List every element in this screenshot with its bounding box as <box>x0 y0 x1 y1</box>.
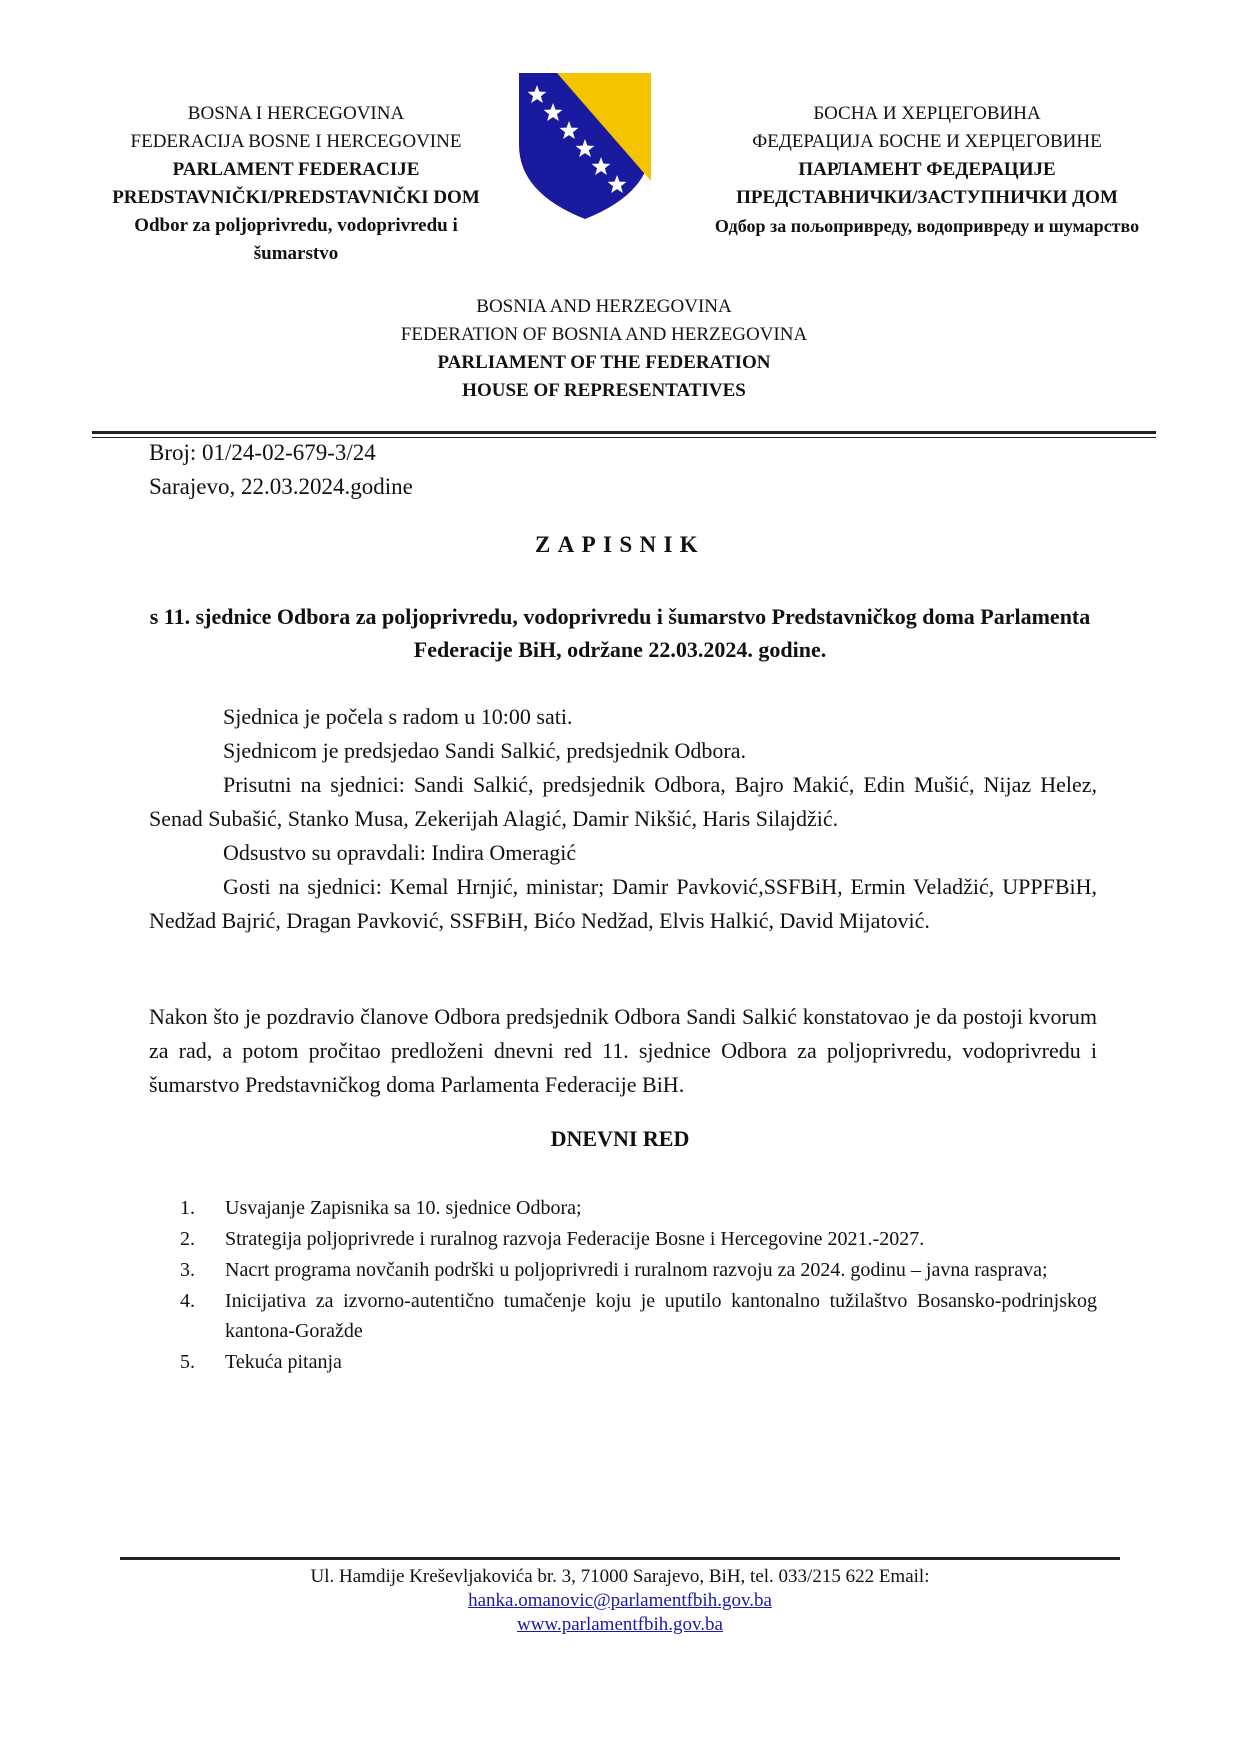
header-left-committee: Odbor za poljoprivredu, vodoprivredu i šumarstvo <box>134 215 458 264</box>
header-left <box>110 100 482 268</box>
header-center-country: BOSNIA AND HERZEGOVINA <box>476 296 732 317</box>
paragraph-absent: Odsustvo su opravdali: Indira Omeragić <box>223 840 577 865</box>
agenda-item-text: Tekuća pitanja <box>225 1351 342 1373</box>
agenda-item-text: Nacrt programa novčanih podrški u poljoprivredi i ruralnom razvoju za 2024. godinu – javna rasprava; <box>225 1259 1048 1281</box>
footer-divider <box>120 1557 1120 1560</box>
header-left-country: BOSNA I HERCEGOVINA <box>187 103 405 124</box>
agenda-item-text: Usvajanje Zapisnika sa 10. sjednice Odbora; <box>225 1197 582 1219</box>
paragraph-chair: Sjednicom je predsjedao Sandi Salkić, predsjednik Odbora. <box>223 738 746 763</box>
agenda-item-number: 4. <box>180 1290 195 1312</box>
header-left-parliament: PARLAMENT FEDERACIJE <box>172 159 420 180</box>
paragraph-guests: Gosti na sjednici: Kemal Hrnjić, ministar; Damir Pavković,SSFBiH, Ermin Veladžić, UPPFBiH, Nedžad Bajrić, Dragan Pavković, SSFBiH, Bićo Nedžad, Elvis Halkić, David Mijatović. <box>149 874 1097 933</box>
header-right <box>712 100 1142 240</box>
document-number: Broj: 01/24-02-679-3/24 <box>149 440 376 465</box>
header-center-house: HOUSE OF REPRESENTATIVES <box>462 380 746 401</box>
agenda-item-number: 5. <box>180 1351 195 1373</box>
agenda-item <box>180 1347 1097 1377</box>
agenda-item-number: 2. <box>180 1228 195 1250</box>
agenda-item <box>180 1224 1097 1254</box>
header-center-federation: FEDERATION OF BOSNIA AND HERZEGOVINA <box>400 324 808 345</box>
agenda-item-number: 1. <box>180 1197 195 1219</box>
header-right-country: БОСНА И ХЕРЦЕГОВИНА <box>813 103 1041 124</box>
document-title: ZAPISNIK <box>534 532 706 557</box>
agenda-item <box>180 1193 1097 1223</box>
header-center <box>330 293 878 405</box>
agenda-item-text: Inicijativa za izvorno-autentično tumačenje koju je uputilo kantonalno tužilaštvo Bosansko-podrinjskog kantona-Goražde <box>225 1290 1097 1342</box>
header-right-federation: ФЕДЕРАЦИЈА БОСНЕ И ХЕРЦЕГОВИНЕ <box>752 131 1102 152</box>
agenda-list <box>180 1193 1097 1378</box>
footer-email-link[interactable]: hanka.omanovic@parlamentfbih.gov.ba <box>468 1590 772 1611</box>
document-date: Sarajevo, 22.03.2024.godine <box>149 474 413 499</box>
document-subtitle: s 11. sjednice Odbora za poljoprivredu, vodoprivredu i šumarstvo Predstavničkog doma Parlamenta Federacije BiH, održane 22.03.2024. godine. <box>149 604 1091 662</box>
header-center-parliament: PARLIAMENT OF THE FEDERATION <box>437 352 771 373</box>
header-right-house: ПРЕДСТАВНИЧКИ/ЗАСТУПНИЧКИ ДОМ <box>736 187 1118 208</box>
header-left-federation: FEDERACIJA BOSNE I HERCEGOVINE <box>130 131 462 152</box>
coat-of-arms-icon <box>517 73 653 220</box>
header-right-committee: Одбор за пољопривреду, водопривреду и шумарство <box>714 216 1140 236</box>
header-divider <box>92 431 1156 434</box>
footer <box>120 1565 1120 1637</box>
agenda-item-text: Strategija poljoprivrede i ruralnog razvoja Federacije Bosne i Hercegovine 2021.-2027. <box>225 1228 925 1250</box>
paragraph-start-time: Sjednica je počela s radom u 10:00 sati. <box>223 704 573 729</box>
agenda-item-number: 3. <box>180 1259 195 1281</box>
agenda-title: DNEVNI RED <box>550 1126 690 1151</box>
header-left-house: PREDSTAVNIČKI/PREDSTAVNIČKI DOM <box>112 187 480 208</box>
agenda-item <box>180 1255 1097 1285</box>
header-right-parliament: ПАРЛАМЕНТ ФЕДЕРАЦИЈЕ <box>798 159 1056 180</box>
agenda-item <box>180 1286 1097 1346</box>
footer-address: Ul. Hamdije Kreševljakovića br. 3, 71000 Sarajevo, BiH, tel. 033/215 622 Email: <box>310 1566 930 1587</box>
footer-website-link[interactable]: www.parlamentfbih.gov.ba <box>517 1614 723 1635</box>
paragraph-attendees: Prisutni na sjednici: Sandi Salkić, predsjednik Odbora, Bajro Makić, Edin Mušić, Nijaz Helez, Senad Subašić, Stanko Musa, Zekerijah Alagić, Damir Nikšić, Haris Silajdžić. <box>149 772 1097 831</box>
paragraph-quorum: Nakon što je pozdravio članove Odbora predsjednik Odbora Sandi Salkić konstatovao je da postoji kvorum za rad, a potom pročitao predloženi dnevni red 11. sjednice Odbora za poljoprivredu, vodoprivredu i šumarstvo Predstavničkog doma Parlamenta Federacije BiH. <box>149 1004 1097 1097</box>
